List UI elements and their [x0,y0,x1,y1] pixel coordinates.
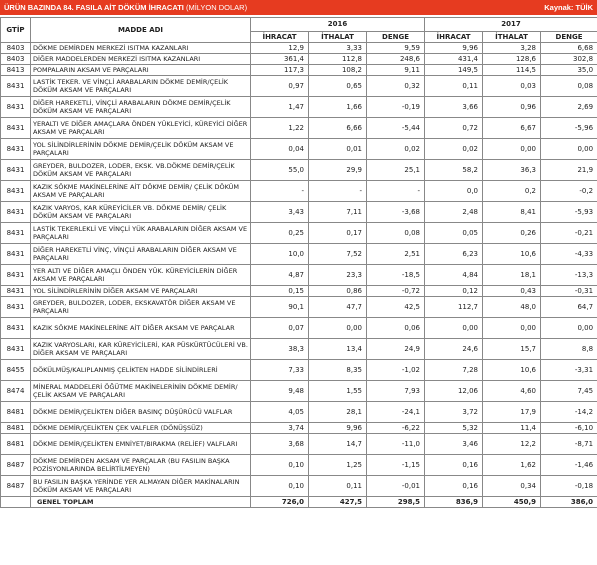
import-2017-cell: 128,6 [483,54,541,65]
table-row [1,318,597,339]
balance-2017-cell: -0,21 [541,223,597,244]
balance-2016-cell: -5,44 [367,118,425,139]
import-2017-cell: 0,03 [483,76,541,97]
export-2016-cell: 0,07 [251,318,309,339]
export-2017-cell: 24,6 [425,339,483,360]
item-name-cell: LASTİK TEKER. VE VİNÇLİ ARABALARIN DÖKME DEMİR/ÇELİK DÖKÜM AKSAM VE PARÇALARI [31,76,251,97]
import-2017-cell: 10,6 [483,360,541,381]
table-row [1,97,597,118]
gtip-cell: 8431 [1,160,31,181]
gtip-cell: 8431 [1,244,31,265]
table-body [1,43,597,508]
table-row [1,65,597,76]
import-2016-cell: 0,65 [309,76,367,97]
balance-2016-cell: 42,5 [367,297,425,318]
total-export-2016-cell: 726,0 [251,497,309,508]
import-2016-cell: 47,7 [309,297,367,318]
balance-2016-cell: 0,32 [367,76,425,97]
export-2017-cell: 0,05 [425,223,483,244]
table-row [1,360,597,381]
export-2017-cell: 0,16 [425,476,483,497]
item-name-cell: YOL SİLİNDİRLERİNİN DİĞER AKSAM VE PARÇALARI [31,286,251,297]
import-2016-cell: 9,96 [309,423,367,434]
import-2016-cell: 7,11 [309,202,367,223]
balance-2017-cell: 64,7 [541,297,597,318]
balance-2016-cell: -24,1 [367,402,425,423]
title-unit: (MİLYON DOLAR) [185,3,248,12]
balance-2016-cell: 25,1 [367,160,425,181]
total-import-2017-cell: 450,9 [483,497,541,508]
gtip-cell: 8487 [1,476,31,497]
export-2016-cell: 0,10 [251,455,309,476]
export-table [0,17,597,508]
import-2016-cell: 1,66 [309,97,367,118]
export-2017-cell: 3,66 [425,97,483,118]
gtip-cell: 8413 [1,65,31,76]
import-2016-cell: 0,00 [309,318,367,339]
export-2016-cell: 7,33 [251,360,309,381]
balance-2017-cell: -5,93 [541,202,597,223]
table-row [1,286,597,297]
export-2017-cell: 12,06 [425,381,483,402]
gtip-cell: 8455 [1,360,31,381]
item-name-cell: YOL SİLİNDİRLERİNİN DÖKME DEMİR/ÇELİK DÖKÜM AKSAM VE PARÇALARI [31,139,251,160]
balance-2017-cell: 2,69 [541,97,597,118]
export-2016-cell: 3,43 [251,202,309,223]
item-name-cell: KAZIK VARYOSLARI, KAR KÜREYİCİLERİ, KAR PÜSKÜRTÜCÜLERİ VB. DİĞER AKSAM VE PARÇALARI [31,339,251,360]
gtip-cell: 8431 [1,297,31,318]
import-2016-cell: 14,7 [309,434,367,455]
export-2016-cell: - [251,181,309,202]
balance-2016-cell: - [367,181,425,202]
gtip-cell: 8431 [1,223,31,244]
export-2016-cell: 1,47 [251,97,309,118]
export-2016-cell: 90,1 [251,297,309,318]
balance-2016-cell: 0,06 [367,318,425,339]
balance-2017-cell: -13,3 [541,265,597,286]
import-2017-cell: 0,96 [483,97,541,118]
gtip-cell: 8431 [1,181,31,202]
title-bar [0,0,597,15]
export-2016-cell: 1,22 [251,118,309,139]
table-row [1,455,597,476]
export-2016-cell: 117,3 [251,65,309,76]
export-2017-cell: 5,32 [425,423,483,434]
export-2017-cell: 0,12 [425,286,483,297]
export-2017-cell: 7,28 [425,360,483,381]
header-item-name: MADDE ADI [31,18,251,43]
balance-2016-cell: 0,02 [367,139,425,160]
header-gtip: GTİP [1,18,31,43]
import-2017-cell: 12,2 [483,434,541,455]
gtip-cell: 8481 [1,423,31,434]
table-header [1,18,597,43]
gtip-cell: 8431 [1,118,31,139]
balance-2017-cell: -14,2 [541,402,597,423]
table-row [1,434,597,455]
table-row [1,202,597,223]
export-2017-cell: 0,16 [425,455,483,476]
gtip-cell: 8403 [1,54,31,65]
balance-2017-cell: 0,00 [541,318,597,339]
balance-2017-cell: -8,71 [541,434,597,455]
balance-2016-cell: 24,9 [367,339,425,360]
total-label: GENEL TOPLAM [31,497,251,508]
export-2017-cell: 431,4 [425,54,483,65]
export-2017-cell: 149,5 [425,65,483,76]
export-2016-cell: 3,68 [251,434,309,455]
balance-2016-cell: 0,08 [367,223,425,244]
export-2016-cell: 0,97 [251,76,309,97]
table-row [1,54,597,65]
balance-2016-cell: -11,0 [367,434,425,455]
item-name-cell: KAZIK SÖKME MAKİNELERİNE AİT DÖKME DEMİR/ ÇELİK DÖKÜM AKSAM VE PARÇALARI [31,181,251,202]
item-name-cell: DÖKME DEMİR/ÇELİKTEN EMNİYET/BIRAKMA (RELİEF) VALFLARI [31,434,251,455]
gtip-cell: 8431 [1,265,31,286]
import-2017-cell: 1,62 [483,455,541,476]
import-2017-cell: 48,0 [483,297,541,318]
import-2016-cell: 7,52 [309,244,367,265]
total-balance-2016-cell: 298,5 [367,497,425,508]
gtip-cell: 8431 [1,76,31,97]
table-row [1,381,597,402]
gtip-cell: 8474 [1,381,31,402]
import-2017-cell: 0,00 [483,318,541,339]
import-2016-cell: 23,3 [309,265,367,286]
item-name-cell: POMPALARIN AKSAM VE PARÇALARI [31,65,251,76]
balance-2017-cell: 35,0 [541,65,597,76]
table-row [1,297,597,318]
export-2017-cell: 0,11 [425,76,483,97]
import-2016-cell: 6,66 [309,118,367,139]
export-2016-cell: 361,4 [251,54,309,65]
item-name-cell: DÖKME DEMİRDEN AKSAM VE PARÇALAR (BU FASILIN BAŞKA POZİSYONLARINDA BELİRTİLMEYEN) [31,455,251,476]
export-2016-cell: 38,3 [251,339,309,360]
gtip-cell: 8431 [1,202,31,223]
import-2016-cell: 28,1 [309,402,367,423]
import-2017-cell: 6,67 [483,118,541,139]
import-2017-cell: 8,41 [483,202,541,223]
header-balance-2016: DENGE [367,32,425,43]
export-2016-cell: 0,10 [251,476,309,497]
export-2016-cell: 0,25 [251,223,309,244]
gtip-cell: 8481 [1,434,31,455]
header-import-2017: İTHALAT [483,32,541,43]
item-name-cell: MİNERAL MADDELERİ ÖĞÜTME MAKİNELERİNİN DÖKME DEMİR/ÇELİK AKSAM VE PARÇALARI [31,381,251,402]
header-export-2017: İHRACAT [425,32,483,43]
balance-2017-cell: 0,00 [541,139,597,160]
gtip-cell: 8487 [1,455,31,476]
balance-2017-cell: -5,96 [541,118,597,139]
item-name-cell: DİĞER MADDELERDEN MERKEZİ ISITMA KAZANLARI [31,54,251,65]
balance-2016-cell: -0,19 [367,97,425,118]
item-name-cell: KAZIK VARYOS, KAR KÜREYİCİLER VB. DÖKME DEMİR/ ÇELİK DÖKÜM AKSAM VE PARÇALARI [31,202,251,223]
balance-2017-cell: 0,08 [541,76,597,97]
balance-2017-cell: -3,31 [541,360,597,381]
import-2016-cell: 13,4 [309,339,367,360]
export-2017-cell: 0,02 [425,139,483,160]
import-2017-cell: 0,26 [483,223,541,244]
balance-2017-cell: 302,8 [541,54,597,65]
balance-2017-cell: -6,10 [541,423,597,434]
balance-2016-cell: -0,01 [367,476,425,497]
import-2016-cell: 3,33 [309,43,367,54]
import-2016-cell: 1,25 [309,455,367,476]
balance-2016-cell: 9,11 [367,65,425,76]
export-2017-cell: 2,48 [425,202,483,223]
balance-2017-cell: 21,9 [541,160,597,181]
import-2016-cell: 0,11 [309,476,367,497]
import-2017-cell: 0,43 [483,286,541,297]
balance-2016-cell: 9,59 [367,43,425,54]
balance-2017-cell: -1,46 [541,455,597,476]
export-2017-cell: 9,96 [425,43,483,54]
item-name-cell: DÖKME DEMİR/ÇELİKTEN ÇEK VALFLER (DÖNÜŞSÜZ) [31,423,251,434]
import-2016-cell: 0,86 [309,286,367,297]
table-row [1,423,597,434]
balance-2017-cell: 6,68 [541,43,597,54]
table-row [1,223,597,244]
balance-2016-cell: -0,72 [367,286,425,297]
import-2016-cell: 0,17 [309,223,367,244]
import-2016-cell: 0,01 [309,139,367,160]
item-name-cell: LASTİK TEKERLEKLİ VE VİNÇLİ YÜK ARABALARIN DİĞER AKSAM VE PARÇALARI [31,223,251,244]
export-2017-cell: 0,0 [425,181,483,202]
item-name-cell: KAZIK SÖKME MAKİNELERİNE AİT DİĞER AKSAM VE PARÇALAR [31,318,251,339]
import-2017-cell: 10,6 [483,244,541,265]
export-2016-cell: 3,74 [251,423,309,434]
gtip-cell: 8431 [1,318,31,339]
total-import-2016-cell: 427,5 [309,497,367,508]
header-year-2017: 2017 [425,18,597,32]
table-row [1,118,597,139]
import-2017-cell: 3,28 [483,43,541,54]
item-name-cell: DÖKME DEMİR/ÇELİKTEN DİĞER BASINÇ DÜŞÜRÜCÜ VALFLAR [31,402,251,423]
import-2016-cell: 1,55 [309,381,367,402]
total-gtip-cell [1,497,31,508]
import-2017-cell: 0,00 [483,139,541,160]
table-row [1,476,597,497]
import-2017-cell: 0,2 [483,181,541,202]
table-row [1,339,597,360]
export-2017-cell: 6,23 [425,244,483,265]
gtip-cell: 8431 [1,139,31,160]
item-name-cell: GREYDER, BULDOZER, LODER, EKSK. VB.DÖKME DEMİR/ÇELİK DÖKÜM AKSAM VE PARÇALARI [31,160,251,181]
table-row [1,139,597,160]
header-import-2016: İTHALAT [309,32,367,43]
export-2017-cell: 0,00 [425,318,483,339]
balance-2016-cell: 2,51 [367,244,425,265]
export-2016-cell: 0,15 [251,286,309,297]
item-name-cell: DÖKÜLMÜŞ/KALIPLANMIŞ ÇELİKTEN HADDE SİLİNDİRLERİ [31,360,251,381]
balance-2016-cell: -1,15 [367,455,425,476]
balance-2016-cell: -6,22 [367,423,425,434]
import-2017-cell: 0,34 [483,476,541,497]
import-2017-cell: 17,9 [483,402,541,423]
total-balance-2017-cell: 386,0 [541,497,597,508]
import-2016-cell: 108,2 [309,65,367,76]
gtip-cell: 8431 [1,286,31,297]
import-2017-cell: 11,4 [483,423,541,434]
balance-2017-cell: 7,45 [541,381,597,402]
gtip-cell: 8403 [1,43,31,54]
import-2017-cell: 36,3 [483,160,541,181]
import-2016-cell: 112,8 [309,54,367,65]
gtip-cell: 8431 [1,97,31,118]
export-2016-cell: 12,9 [251,43,309,54]
table-row [1,160,597,181]
import-2017-cell: 4,60 [483,381,541,402]
gtip-cell: 8431 [1,339,31,360]
import-2016-cell: - [309,181,367,202]
source-label: Kaynak: TÜİK [544,3,593,12]
export-2017-cell: 112,7 [425,297,483,318]
item-name-cell: BU FASILIN BAŞKA YERİNDE YER ALMAYAN DİĞER MAKİNALARIN DÖKÜM AKSAM VE PARÇALARI [31,476,251,497]
import-2016-cell: 29,9 [309,160,367,181]
import-2017-cell: 114,5 [483,65,541,76]
export-2017-cell: 58,2 [425,160,483,181]
table-row [1,244,597,265]
item-name-cell: DİĞER HAREKETLİ, VİNÇLİ ARABALARIN DÖKME DEMİR/ÇELİK DÖKÜM AKSAM VE PARÇALARI [31,97,251,118]
export-2016-cell: 55,0 [251,160,309,181]
table-row [1,43,597,54]
balance-2017-cell: -0,31 [541,286,597,297]
header-export-2016: İHRACAT [251,32,309,43]
import-2017-cell: 18,1 [483,265,541,286]
item-name-cell: YERALTI VE DİĞER AMAÇLARA ÖNDEN YÜKLEYİCİ, KÜREYİCİ DİĞER AKSAM VE PARÇALARI [31,118,251,139]
table-row [1,76,597,97]
table-row [1,265,597,286]
item-name-cell: DİĞER HAREKETLİ VİNÇ, VİNÇLİ ARABALARIN DİĞER AKSAM VE PARÇALARI [31,244,251,265]
balance-2017-cell: -0,18 [541,476,597,497]
item-name-cell: GREYDER, BULDOZER, LODER, EKSKAVATÖR DİĞER AKSAM VE PARÇALARI [31,297,251,318]
item-name-cell: DÖKME DEMİRDEN MERKEZİ ISITMA KAZANLARI [31,43,251,54]
header-year-2016: 2016 [251,18,425,32]
import-2017-cell: 15,7 [483,339,541,360]
export-2016-cell: 4,05 [251,402,309,423]
export-2017-cell: 4,84 [425,265,483,286]
import-2016-cell: 8,35 [309,360,367,381]
balance-2016-cell: 7,93 [367,381,425,402]
export-2016-cell: 0,04 [251,139,309,160]
header-balance-2017: DENGE [541,32,597,43]
export-2017-cell: 0,72 [425,118,483,139]
title-text: ÜRÜN BAZINDA 84. FASILA AİT DÖKÜM İHRACATI [4,3,184,12]
export-2016-cell: 4,87 [251,265,309,286]
export-2017-cell: 3,46 [425,434,483,455]
balance-2016-cell: -18,5 [367,265,425,286]
total-row [1,497,597,508]
balance-2017-cell: -4,33 [541,244,597,265]
gtip-cell: 8481 [1,402,31,423]
total-export-2017-cell: 836,9 [425,497,483,508]
table-title [4,3,247,12]
item-name-cell: YER ALTI VE DİĞER AMAÇLI ÖNDEN YÜK. KÜREYİCİLERİN DİĞER AKSAM VE PARÇALARI [31,265,251,286]
export-2016-cell: 9,48 [251,381,309,402]
balance-2017-cell: -0,2 [541,181,597,202]
table-row [1,402,597,423]
export-2016-cell: 10,0 [251,244,309,265]
table-row [1,181,597,202]
balance-2016-cell: -3,68 [367,202,425,223]
export-2017-cell: 3,72 [425,402,483,423]
balance-2016-cell: -1,02 [367,360,425,381]
balance-2016-cell: 248,6 [367,54,425,65]
balance-2017-cell: 8,8 [541,339,597,360]
